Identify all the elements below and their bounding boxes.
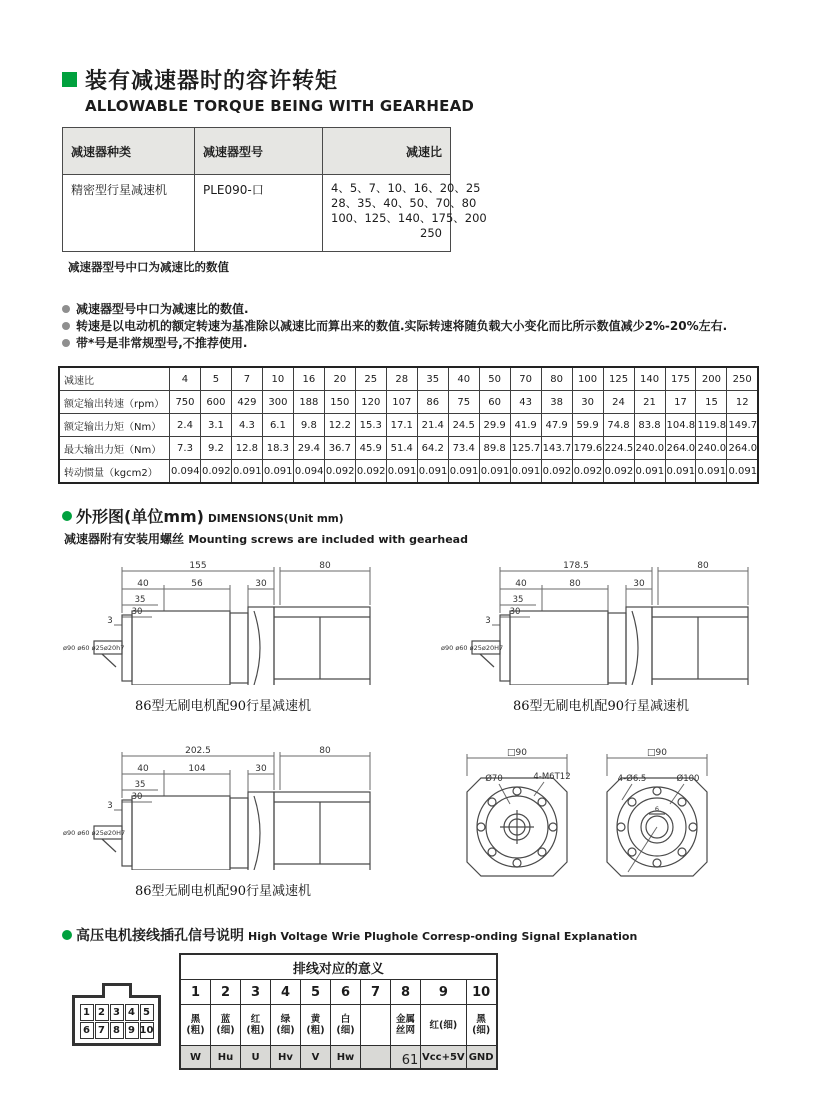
dim-motor: 80 [697,561,709,571]
spec-row-label: 额定输出转速（rpm） [59,391,170,414]
wiring-pin-row [180,980,497,1005]
dimensions-sub-zh: 减速器附有安装用螺丝 [64,532,185,546]
page-number: 61 [401,1053,419,1068]
page-title-zh: 装有减速器时的容许转矩 [85,69,339,94]
spec-cell: 600 [200,391,231,414]
bolt-label: 4-M6T12 [533,772,571,782]
wiring-signal-row-cell: Vcc+5V [421,1046,467,1070]
spec-cell: 29.9 [479,414,510,437]
holes-label: 4-Ø6.5 [617,774,647,784]
page-title-en: ALLOWABLE TORQUE BEING WITH GEARHEAD [85,97,475,115]
spec-cell: 143.7 [541,437,572,460]
spec-cell: 17.1 [386,414,417,437]
spec-cell: 0.091 [448,460,479,484]
spec-cell: 17 [665,391,696,414]
ratio-line: 28、35、40、50、70、80 [331,196,477,210]
spec-cell: 0.091 [696,460,727,484]
spec-cell: 0.091 [510,460,541,484]
spec-cell: 12.8 [231,437,262,460]
spec-cell: 7.3 [170,437,201,460]
wiring-signal-row-cell: U [241,1046,271,1070]
dim-motor: 80 [319,746,331,756]
dim-f: 3 [107,801,113,811]
spec-cell: 15.3 [355,414,386,437]
title-block [62,64,762,95]
spec-cell: 0.094 [293,460,324,484]
spec-cell: 41.9 [510,414,541,437]
spec-cell: 0.092 [200,460,231,484]
wiring-heading [62,925,762,945]
dim-c: 30 [255,764,267,774]
connector-pin: 5 [140,1004,154,1021]
spec-cell: 0.091 [479,460,510,484]
spec-cell: 50 [479,367,510,391]
col-gear-ratio: 减速比 [323,128,451,175]
dim-total: 155 [189,561,207,571]
wiring-signal-row-cell: Hw [331,1046,361,1070]
spec-cell: 59.9 [572,414,603,437]
spec-cell: 51.4 [386,437,417,460]
wiring-pin-row-cell: 8 [391,980,421,1005]
spec-cell: 3.1 [200,414,231,437]
spec-cell: 119.8 [696,414,727,437]
dim-e: 30 [131,792,143,802]
spec-cell: 9.8 [293,414,324,437]
spec-cell: 75 [448,391,479,414]
note-item [62,301,762,318]
wiring-color-row-cell: 红(粗) [241,1005,271,1046]
connector-pin: 10 [140,1022,154,1039]
spec-table-row [59,460,758,484]
spec-cell: 5 [200,367,231,391]
shaft-diameters-label: ø90 ø60 ø25ø20h7 [63,644,125,652]
bullet-icon [62,930,72,940]
bore-label: Ø70 [485,774,503,784]
dim-d: 35 [134,595,146,605]
dimensions-heading-zh: 外形图(单位mm) [76,507,204,526]
wiring-color-row-cell: 金属丝网 [391,1005,421,1046]
spec-cell: 104.8 [665,414,696,437]
spec-cell: 43 [510,391,541,414]
spec-cell: 200 [696,367,727,391]
wiring-table-title: 排线对应的意义 [180,954,497,980]
wiring-heading-en: High Voltage Wrie Plughole Corresp-onding Signal Explanation [248,930,638,943]
dim-d: 35 [134,780,146,790]
spec-cell: 28 [386,367,417,391]
wiring-pin-row-cell: 5 [301,980,331,1005]
drawing-caption: 86型无刷电机配90行星减速机 [134,699,312,714]
dim-motor: 80 [319,561,331,571]
spec-cell: 140 [634,367,665,391]
wiring-pin-row-cell: 3 [241,980,271,1005]
connector-pin: 1 [80,1004,94,1021]
dim-total: 178.5 [563,561,589,571]
spec-cell: 0.091 [417,460,448,484]
connector-pin: 4 [125,1004,139,1021]
spec-cell: 300 [262,391,293,414]
spec-cell: 175 [665,367,696,391]
drawings-row-2 [62,742,762,899]
spec-cell: 0.091 [386,460,417,484]
dim-c: 30 [255,579,267,589]
spec-cell: 149.7 [727,414,758,437]
connector-pin: 2 [95,1004,109,1021]
spec-table [58,366,759,484]
spec-cell: 10 [262,367,293,391]
spec-cell: 20 [324,367,355,391]
spec-cell: 240.0 [634,437,665,460]
gearhead-table [62,127,487,252]
connector-plug-drawing [72,995,161,1046]
connector-pin: 8 [110,1022,124,1039]
spec-cell: 73.4 [448,437,479,460]
wiring-pin-row-cell: 6 [331,980,361,1005]
drawing-caption: 86型无刷电机配90行星减速机 [512,699,690,714]
col-gearhead-type: 减速器种类 [63,128,195,175]
note-text: 带*号是非常规型号,不推荐使用. [76,336,248,350]
bullet-icon [62,322,70,330]
spec-cell: 7 [231,367,262,391]
connector-pin: 3 [110,1004,124,1021]
spec-cell: 120 [355,391,386,414]
bullet-icon [62,339,70,347]
front-view-drawings [452,742,722,899]
connector-pin: 9 [125,1022,139,1039]
technical-drawing [62,742,384,870]
spec-cell: 150 [324,391,355,414]
dim-c: 30 [633,579,645,589]
dimensions-subheading [64,530,762,547]
spec-cell: 0.091 [665,460,696,484]
spec-cell: 70 [510,367,541,391]
wiring-pin-row-cell: 4 [271,980,301,1005]
spec-cell: 30 [572,391,603,414]
wiring-color-row-cell [361,1005,391,1046]
spec-cell: 21.4 [417,414,448,437]
spec-cell: 64.2 [417,437,448,460]
spec-cell: 125 [603,367,634,391]
note-item [62,318,762,335]
spec-cell: 40 [448,367,479,391]
wiring-color-row-cell: 红(细) [421,1005,467,1046]
spec-cell: 750 [170,391,201,414]
gearhead-table-row [63,175,451,252]
spec-cell: 83.8 [634,414,665,437]
spec-cell: 35 [417,367,448,391]
spec-cell: 60 [479,391,510,414]
dim-total: 202.5 [185,746,211,756]
bullet-icon [62,511,72,521]
wiring-heading-zh: 高压电机接线插孔信号说明 [76,928,244,944]
bullet-icon [62,305,70,313]
spec-table-row [59,437,758,460]
spec-cell: 29.4 [293,437,324,460]
technical-drawing [440,557,762,685]
dimensions-heading [62,504,762,527]
spec-cell: 24.5 [448,414,479,437]
spec-row-label: 最大输出力矩（Nm） [59,437,170,460]
col-gearhead-model: 减速器型号 [195,128,323,175]
circle-label: Ø100 [676,774,700,784]
spec-cell: 47.9 [541,414,572,437]
wiring-signal-row-cell: V [301,1046,331,1070]
spec-cell: 15 [696,391,727,414]
wiring-color-row [180,1005,497,1046]
note-item [62,335,762,352]
dimensions-sub-en: Mounting screws are included with gearhead [188,533,468,546]
spec-row-label: 额定输出力矩（Nm） [59,414,170,437]
section-marker-icon [62,72,77,87]
spec-cell: 12 [727,391,758,414]
side-view-drawing-1 [62,557,384,714]
spec-table-row [59,391,758,414]
wiring-color-row-cell: 黑(粗) [180,1005,211,1046]
spec-table-body [59,367,758,483]
spec-row-label: 转动惯量（kgcm2） [59,460,170,484]
dim-e: 30 [509,607,521,617]
dim-b: 56 [191,579,203,589]
connector-latch-icon [102,983,132,998]
wiring-pin-row-cell: 7 [361,980,391,1005]
dim-a: 40 [137,764,149,774]
spec-cell: 179.6 [572,437,603,460]
spec-cell: 2.4 [170,414,201,437]
wiring-color-row-cell: 白(细) [331,1005,361,1046]
spec-cell: 0.092 [355,460,386,484]
key-width-label: 6 [654,805,660,813]
wiring-pin-row-cell: 9 [421,980,467,1005]
spec-row-label: 减速比 [59,367,170,391]
spec-cell: 188 [293,391,324,414]
note-text: 转速是以电动机的额定转速为基准除以减速比而算出来的数值.实际转速将随负载大小变化而比所示数值减少2%-20%左右. [76,319,728,333]
gearhead-table-header-row [63,128,451,175]
spec-cell: 0.092 [324,460,355,484]
drawings-row-1 [62,557,762,714]
spec-cell: 24 [603,391,634,414]
spec-cell: 36.7 [324,437,355,460]
spec-table-row [59,367,758,391]
dim-e: 30 [131,607,143,617]
wiring-signal-row-cell: GND [466,1046,497,1070]
spec-cell: 0.091 [727,460,758,484]
dim-a: 40 [515,579,527,589]
spec-table-row [59,414,758,437]
gearhead-table-footnote: 减速器型号中口为减速比的数值 [68,260,229,274]
wiring-pin-row-cell: 2 [211,980,241,1005]
drawing-caption: 86型无刷电机配90行星减速机 [134,884,312,899]
spec-cell: 4 [170,367,201,391]
dim-a: 40 [137,579,149,589]
shaft-diameters-label: ø90 ø60 ø25ø20H7 [441,644,504,652]
wiring-signal-row-cell: Hu [211,1046,241,1070]
connector-pin-row [79,1021,154,1039]
wiring-color-row-cell: 绿(细) [271,1005,301,1046]
spec-cell: 89.8 [479,437,510,460]
spec-cell: 21 [634,391,665,414]
connector-pin: 6 [80,1022,94,1039]
ratio-line: 250 [420,226,442,240]
spec-cell: 45.9 [355,437,386,460]
spec-cell: 0.091 [634,460,665,484]
spec-cell: 9.2 [200,437,231,460]
wiring-title-row [180,954,497,980]
wiring-color-row-cell: 蓝(细) [211,1005,241,1046]
spec-cell: 429 [231,391,262,414]
dim-f: 3 [485,616,491,626]
spec-cell: 0.091 [231,460,262,484]
spec-cell: 0.092 [572,460,603,484]
dimensions-heading-en: DIMENSIONS(Unit mm) [207,513,344,525]
spec-cell: 38 [541,391,572,414]
wiring-color-row-cell: 黄(粗) [301,1005,331,1046]
spec-cell: 264.0 [727,437,758,460]
spec-cell: 74.8 [603,414,634,437]
ratio-line: 4、5、7、10、16、20、25 [331,181,481,195]
spec-cell: 0.092 [541,460,572,484]
wiring-pin-row-cell: 10 [466,980,497,1005]
shaft-diameters-label: ø90 ø60 ø25ø20H7 [63,829,126,837]
spec-cell: 0.092 [603,460,634,484]
connector-pin: 7 [95,1022,109,1039]
spec-cell: 250 [727,367,758,391]
dim-square-left: □90 [507,748,527,758]
spec-cell: 240.0 [696,437,727,460]
dim-b: 104 [188,764,206,774]
spec-cell: 86 [417,391,448,414]
spec-cell: 107 [386,391,417,414]
wiring-signal-row-cell: Hv [271,1046,301,1070]
gear-ratio-cell [323,175,487,252]
wiring-color-row-cell: 黑(细) [466,1005,497,1046]
technical-drawing [62,557,384,685]
note-text: 减速器型号中口为减速比的数值. [76,302,249,316]
dim-square-right: □90 [647,748,667,758]
spec-cell: 100 [572,367,603,391]
spec-cell: 125.7 [510,437,541,460]
dim-b: 80 [569,579,581,589]
gearhead-type-cell: 精密型行星减速机 [63,175,195,252]
spec-cell: 0.091 [262,460,293,484]
spec-cell: 25 [355,367,386,391]
wiring-signal-row-cell: W [180,1046,211,1070]
wiring-pin-row-cell: 1 [180,980,211,1005]
spec-cell: 224.5 [603,437,634,460]
side-view-drawing-2 [440,557,762,714]
spec-cell: 4.3 [231,414,262,437]
spec-cell: 18.3 [262,437,293,460]
connector-pin-row [79,1003,154,1021]
spec-cell: 80 [541,367,572,391]
spec-cell: 264.0 [665,437,696,460]
gearhead-model-cell: PLE090-口 [195,175,323,252]
spec-cell: 12.2 [324,414,355,437]
spec-cell: 6.1 [262,414,293,437]
spec-cell: 0.094 [170,460,201,484]
dim-d: 35 [512,595,524,605]
side-view-drawing-3 [62,742,384,899]
notes-list [62,301,762,352]
technical-drawing [452,742,722,884]
ratio-line: 100、125、140、175、200 [331,211,487,225]
spec-cell: 16 [293,367,324,391]
dim-f: 3 [107,616,113,626]
